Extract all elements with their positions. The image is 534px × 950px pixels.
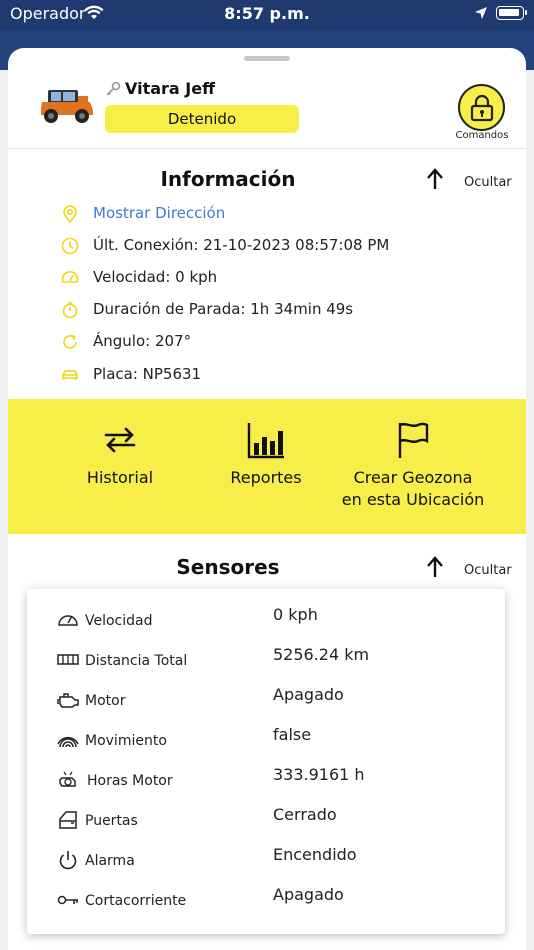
sensor-value: Apagado [273,885,344,904]
commands-button[interactable] [458,84,505,131]
location-pin-icon [61,205,79,223]
sensor-value: Cerrado [273,805,337,824]
sensor-name: Alarma [85,853,135,869]
sensor-value: 333.9161 h [273,765,365,784]
clock: 8:57 p.m. [224,4,310,23]
door-icon [57,810,79,830]
speedometer-icon [57,610,79,630]
hide-info-button[interactable]: Ocultar [464,175,512,190]
motion-icon [57,730,79,750]
sensor-row-speed [57,605,497,635]
key-cutoff-icon [57,890,79,910]
sensor-row-total-distance [57,645,497,675]
key-icon [105,81,121,97]
engine-icon [57,690,79,710]
reports-button[interactable] [216,421,316,489]
history-label: Historial [86,468,154,487]
odometer-icon [57,650,79,670]
jeep-image [38,84,96,126]
car-plate-icon [61,366,79,384]
battery-icon [496,6,524,20]
sensor-name: Puertas [85,813,138,829]
last-connection-text: Últ. Conexión: 21-10-2023 08:57:08 PM [93,236,390,254]
plate-text: Placa: NP5631 [93,365,202,383]
quick-actions-bar [8,399,526,534]
sensor-value: Apagado [273,685,344,704]
create-geofence-label-line2: en esta Ubicación [341,490,485,509]
sensor-value: false [273,725,312,744]
lock-icon [470,94,494,122]
sensor-value: 0 kph [273,605,318,624]
sensor-row-engine [57,685,497,715]
reports-label: Reportes [230,468,302,487]
sensor-name: Distancia Total [85,653,188,669]
show-address-link[interactable]: Mostrar Dirección [93,204,226,222]
sheet-drag-handle[interactable] [244,56,290,61]
create-geofence-button[interactable] [337,421,489,511]
history-button[interactable] [70,425,170,489]
sensor-value: 5256.24 km [273,645,370,664]
sensor-row-alarm [57,845,497,875]
clock-icon [61,237,79,255]
sensors-section-title: Sensores [176,555,280,579]
sensor-name: Horas Motor [87,773,173,789]
stopwatch-icon [61,301,79,319]
commands-label: Comandos [455,130,509,141]
sensor-name: Motor [85,693,126,709]
sensor-row-engine-hours [57,765,497,795]
sensor-row-motion [57,725,497,755]
vehicle-status-badge: Detenido [105,105,299,133]
flag-icon [396,421,430,459]
carrier-label: Operador [10,4,86,23]
sensors-card [27,589,505,934]
sensor-row-cutoff [57,885,497,915]
rotate-icon [61,333,79,351]
sensor-name: Cortacorriente [85,893,187,909]
info-section-title: Información [160,167,296,191]
angle-text: Ángulo: 207° [93,332,192,350]
status-bar [0,0,534,30]
hide-sensors-button[interactable]: Ocultar [464,563,512,578]
speedometer-icon [61,269,79,287]
stop-duration-text: Duración de Parada: 1h 34min 49s [93,300,354,318]
power-icon [57,850,79,870]
bar-chart-icon [247,421,285,459]
vehicle-name: Vitara Jeff [125,79,216,98]
vehicle-detail-sheet [8,48,526,950]
sensor-row-doors [57,805,497,835]
collapse-sensors-arrow-icon[interactable] [426,556,444,578]
history-arrows-icon [102,425,138,455]
collapse-info-arrow-icon[interactable] [426,168,444,190]
speed-text: Velocidad: 0 kph [93,268,218,286]
sensor-value: Encendido [273,845,357,864]
create-geofence-label-line1: Crear Geozona [353,468,473,487]
engine-hours-icon [57,770,79,790]
create-geofence-label [337,467,489,511]
sensor-name: Movimiento [85,733,167,749]
location-arrow-icon [474,6,488,20]
divider [8,148,526,149]
sensor-name: Velocidad [85,613,153,629]
